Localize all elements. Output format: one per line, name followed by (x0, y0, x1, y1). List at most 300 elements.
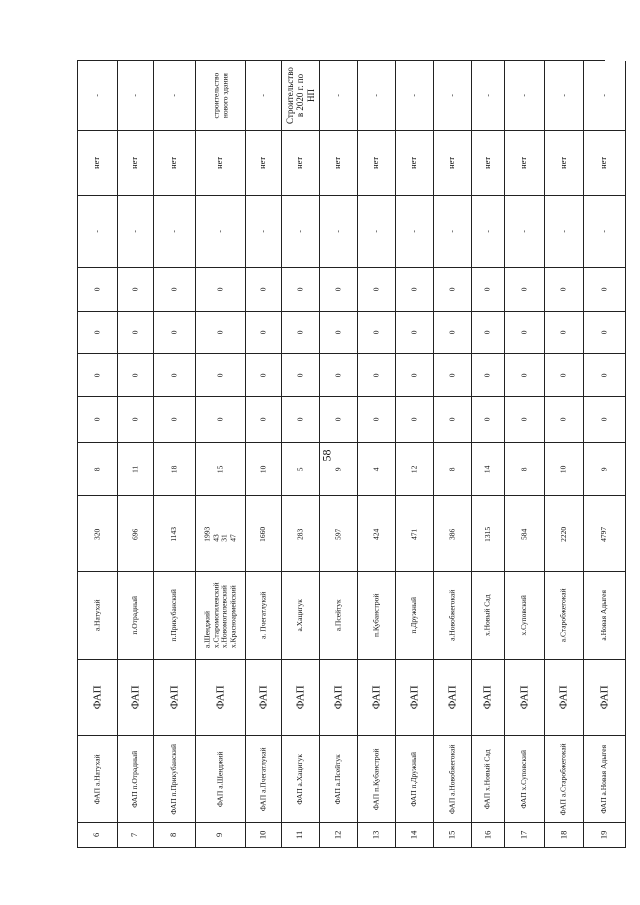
cell-facility-type (545, 660, 583, 736)
cell-line: - (92, 94, 102, 97)
cell-value-4 (282, 268, 319, 312)
cell-value-3 (196, 312, 245, 354)
cell-facility-type-text (598, 685, 611, 709)
cell-value-1 (282, 397, 319, 443)
cell-value: - (558, 230, 568, 233)
cell-line: 2220 (558, 526, 568, 542)
cell-value-2 (154, 354, 195, 398)
cell-value-1 (246, 397, 281, 443)
cell-value-2-text (296, 373, 305, 377)
cell-value-2 (358, 354, 395, 398)
cell-line: 1143 (169, 526, 179, 542)
cell-value: 0 (169, 330, 179, 335)
cell-note (472, 61, 504, 131)
cell-note-text (600, 94, 609, 97)
cell-dash-text (259, 230, 268, 233)
cell-value: ФАП (481, 685, 494, 710)
cell-value-3-text (131, 330, 140, 334)
cell-facility-name (396, 736, 433, 823)
cell-value: нет (598, 157, 609, 170)
cell-number-text (170, 833, 180, 837)
cell-value: 0 (371, 330, 381, 335)
cell-value: ФАП п.Дружный (409, 751, 419, 807)
cell-line: х.Красноармейский (228, 585, 238, 649)
cell-number-text (483, 831, 493, 840)
cell-value-1 (434, 397, 471, 443)
cell-value: ФАП а.Натухай (92, 754, 102, 804)
cell-settlements-text (203, 583, 238, 649)
cell-population (246, 496, 281, 572)
cell-value-2 (246, 354, 281, 398)
cell-number-text (259, 831, 269, 840)
cell-value-3 (282, 312, 319, 354)
page-number-text: 58 (319, 449, 334, 461)
cell-facility-type (246, 660, 281, 736)
cell-value-3 (358, 312, 395, 354)
cell-facility-type-text (257, 685, 270, 709)
cell-line: 584 (519, 528, 529, 540)
cell-value-4-text (410, 288, 419, 292)
cell-availability (282, 131, 319, 196)
cell-distance-text (93, 467, 102, 471)
cell-value: 0 (258, 417, 268, 422)
cell-value: ФАП х.Суповский (519, 749, 529, 809)
cell-value: ФАП (129, 685, 142, 710)
cell-population-text (560, 526, 569, 541)
cell-population (472, 496, 504, 572)
cell-distance (358, 443, 395, 496)
cell-value-2-text (600, 373, 609, 377)
cell-value: 0 (169, 417, 179, 422)
cell-distance-text (600, 467, 609, 471)
cell-value-3-text (296, 330, 305, 334)
cell-value-4 (505, 268, 544, 312)
cell-settlements (196, 572, 245, 659)
cell-note-text (410, 94, 419, 97)
cell-facility-name-text (448, 744, 457, 813)
cell-number (118, 823, 153, 848)
cell-value-2-text (93, 373, 102, 377)
cell-settlements (396, 572, 433, 659)
cell-number (282, 823, 319, 848)
cell-availability (320, 131, 357, 196)
cell-value: ФАП п.Отрадный (130, 750, 140, 808)
cell-value: 10 (257, 830, 268, 840)
cell-line: Строительство (284, 67, 295, 125)
cell-value-3 (396, 312, 433, 354)
cell-number-text (131, 833, 141, 837)
cell-note (545, 61, 583, 131)
cell-note-text (285, 67, 316, 124)
cell-facility-name-text (560, 743, 569, 815)
cell-value: 14 (408, 830, 419, 840)
cell-availability-text (296, 157, 306, 169)
cell-number (505, 823, 544, 848)
cell-line: а.Новобжегокай (447, 589, 457, 642)
cell-value-2-text (334, 373, 343, 377)
cell-value-3-text (216, 330, 225, 334)
cell-facility-name (584, 736, 625, 823)
cell-dash-text (216, 230, 225, 233)
cell-distance-text (410, 465, 419, 473)
cell-population-text (448, 528, 457, 539)
cell-value: 5 (295, 467, 305, 472)
cell-value-3 (584, 312, 625, 354)
cell-value: 8 (447, 467, 457, 472)
cell-value: 8 (92, 467, 102, 472)
cell-value: ФАП (408, 685, 421, 710)
cell-value: 0 (409, 417, 419, 422)
cell-facility-name (358, 736, 395, 823)
cell-line: а.Псейтук (333, 599, 343, 632)
cell-value: ФАП (598, 685, 611, 710)
cell-settlements (154, 572, 195, 659)
cell-line: 31 (219, 533, 229, 542)
cell-value-4 (118, 268, 153, 312)
cell-distance (196, 443, 245, 496)
cell-population-text (170, 526, 179, 541)
cell-value-4-text (560, 288, 569, 292)
cell-dash (196, 196, 245, 268)
cell-value-3 (78, 312, 117, 354)
cell-value: ФАП (257, 685, 270, 710)
cell-value-1-text (259, 418, 268, 422)
cell-population (320, 496, 357, 572)
cell-value: нет (558, 157, 569, 170)
cell-facility-name (78, 736, 117, 823)
cell-note-text (484, 94, 493, 97)
cell-facility-name-text (131, 751, 140, 808)
cell-dash-text (600, 230, 609, 233)
cell-distance-text (259, 465, 268, 473)
cell-value: 0 (333, 417, 343, 422)
cell-dash (545, 196, 583, 268)
cell-value: 0 (599, 417, 609, 422)
cell-line: а.Новая Адыгея (599, 590, 609, 641)
cell-value-3-text (259, 330, 268, 334)
cell-value-1-text (93, 418, 102, 422)
cell-settlements (282, 572, 319, 659)
cell-value: ФАП (518, 685, 531, 710)
cell-availability-text (410, 157, 420, 169)
cell-value: 0 (92, 330, 102, 335)
cell-value: ФАП а.Пчегатлукай (258, 747, 268, 811)
cell-dash (358, 196, 395, 268)
cell-value: 0 (519, 373, 529, 377)
cell-line: п.Отрадный (130, 596, 140, 635)
cell-line: а.Шенджий (202, 611, 212, 649)
cell-availability-text (170, 157, 180, 169)
cell-value: 0 (333, 373, 343, 377)
cell-number-text (296, 831, 306, 839)
cell-value-4 (434, 268, 471, 312)
cell-population-text (410, 528, 419, 539)
cell-availability-text (372, 157, 382, 169)
cell-distance-text (372, 467, 381, 471)
cell-value: 0 (215, 330, 225, 335)
table-row (78, 61, 118, 848)
cell-value-2 (545, 354, 583, 398)
cell-line: НП (305, 89, 316, 103)
cell-value: 0 (558, 287, 568, 292)
cell-population-text (93, 528, 102, 539)
cell-line: - (258, 94, 268, 97)
cell-number (246, 823, 281, 848)
cell-value-4 (196, 268, 245, 312)
cell-number-text (372, 831, 382, 840)
cell-population (396, 496, 433, 572)
cell-facility-type-text (294, 685, 307, 709)
cell-value: 18 (169, 465, 179, 473)
cell-line: - (599, 94, 609, 97)
cell-value: 12 (409, 465, 419, 473)
cell-value: 0 (92, 417, 102, 422)
cell-settlements (118, 572, 153, 659)
cell-settlements (78, 572, 117, 659)
cell-value-1-text (296, 418, 305, 422)
cell-population-text (296, 528, 305, 539)
table-row (472, 61, 505, 848)
cell-value: 17 (518, 830, 529, 840)
cell-value: нет (91, 157, 102, 170)
cell-availability (545, 131, 583, 196)
cell-facility-type-text (332, 685, 345, 709)
cell-value: 0 (482, 287, 492, 292)
cell-line: 597 (333, 528, 343, 540)
cell-value: 0 (482, 373, 492, 377)
cell-value: 0 (258, 373, 268, 377)
cell-facility-name (154, 736, 195, 823)
cell-settlements (545, 572, 583, 659)
cell-note (358, 61, 395, 131)
cell-distance-text (334, 467, 343, 471)
cell-value-2-text (484, 373, 493, 377)
cell-value: 0 (447, 330, 457, 335)
cell-value: 13 (370, 830, 381, 840)
cell-facility-name-text (296, 754, 305, 805)
cell-value: 0 (409, 287, 419, 292)
cell-facility-type-text (214, 685, 227, 709)
cell-facility-type (118, 660, 153, 736)
cell-facility-name-text (410, 752, 419, 807)
cell-facility-type-text (446, 685, 459, 709)
cell-note-text (93, 94, 102, 97)
cell-value-4 (396, 268, 433, 312)
cell-facility-name-text (484, 749, 493, 809)
cell-value: нет (408, 157, 419, 170)
cell-population (358, 496, 395, 572)
cell-value-2-text (410, 373, 419, 377)
cell-distance (320, 443, 357, 496)
cell-line: строительство (210, 72, 220, 119)
cell-value: 8 (519, 467, 529, 472)
cell-value: 9 (214, 832, 225, 838)
cell-value-2-text (216, 373, 225, 377)
cell-value-3 (154, 312, 195, 354)
cell-facility-type (584, 660, 625, 736)
cell-facility-name-text (600, 745, 609, 814)
cell-line: 43 (210, 533, 220, 542)
cell-value-1-text (131, 418, 140, 422)
cell-note (320, 61, 357, 131)
cell-value: 18 (558, 830, 569, 840)
cell-note-text (334, 94, 343, 97)
cell-line: 1660 (258, 526, 268, 542)
cell-value: 0 (519, 287, 529, 292)
cell-availability-text (600, 157, 610, 169)
cell-dash (282, 196, 319, 268)
cell-dash-text (372, 230, 381, 233)
cell-line: - (482, 94, 492, 97)
cell-note-text (372, 94, 381, 97)
cell-value-3-text (520, 330, 529, 334)
cell-value-4-text (296, 288, 305, 292)
cell-value: 0 (371, 417, 381, 422)
cell-value-1-text (484, 418, 493, 422)
cell-facility-type (505, 660, 544, 736)
cell-value: ФАП а.Шенджий (215, 751, 225, 807)
cell-settlements-text (410, 597, 419, 634)
cell-value: 0 (295, 417, 305, 422)
cell-availability-text (93, 157, 103, 169)
table-row (196, 61, 246, 848)
cell-value: нет (370, 157, 381, 170)
cell-dash (505, 196, 544, 268)
cell-value: 0 (215, 287, 225, 292)
cell-value-1 (196, 397, 245, 443)
cell-value: нет (518, 157, 529, 170)
cell-value-4 (358, 268, 395, 312)
cell-facility-name (282, 736, 319, 823)
cell-value-4 (78, 268, 117, 312)
cell-line: нового здания (219, 73, 229, 119)
cell-value-1 (78, 397, 117, 443)
cell-distance (282, 443, 319, 496)
cell-availability-text (559, 157, 569, 169)
cell-value: ФАП (332, 685, 345, 710)
cell-number-text (520, 831, 530, 840)
cell-facility-type (154, 660, 195, 736)
cell-dash-text (296, 230, 305, 233)
cell-value-3-text (600, 330, 609, 334)
cell-distance-text (520, 467, 529, 471)
cell-value: нет (446, 157, 457, 170)
cell-value-2 (118, 354, 153, 398)
cell-value-2 (472, 354, 504, 398)
cell-line: - (333, 94, 343, 97)
cell-number-text (410, 831, 420, 840)
cell-availability (358, 131, 395, 196)
cell-value-2-text (560, 373, 569, 377)
cell-value: 19 (598, 830, 609, 840)
cell-population-text (334, 528, 343, 539)
cell-facility-type-text (482, 685, 495, 709)
cell-value: - (482, 230, 492, 233)
cell-value: - (169, 230, 179, 233)
cell-value: 0 (558, 330, 568, 335)
cell-note-text (448, 94, 457, 97)
cell-value-2 (584, 354, 625, 398)
cell-availability (472, 131, 504, 196)
cell-value: 0 (519, 417, 529, 422)
cell-value-2 (434, 354, 471, 398)
cell-settlements (320, 572, 357, 659)
cell-value-1-text (600, 418, 609, 422)
cell-value: 0 (371, 373, 381, 377)
cell-distance-text (484, 465, 493, 473)
table-row (584, 61, 626, 848)
cell-note-text (170, 94, 179, 97)
cell-line: п.Прикубанский (169, 589, 179, 642)
cell-value: ФАП а.Старобжегокай (558, 743, 568, 816)
cell-distance-text (296, 467, 305, 471)
cell-value-1-text (560, 418, 569, 422)
cell-value: 12 (332, 830, 343, 840)
cell-value: 0 (169, 287, 179, 292)
cell-population (78, 496, 117, 572)
cell-note-text (520, 94, 529, 97)
cell-availability-text (520, 157, 530, 169)
cell-value: 0 (295, 373, 305, 377)
cell-value-4-text (216, 288, 225, 292)
cell-availability (118, 131, 153, 196)
cell-facility-type (282, 660, 319, 736)
cell-value: 11 (130, 465, 140, 473)
cell-value-1 (505, 397, 544, 443)
cell-facility-name-text (372, 748, 381, 810)
table-row (545, 61, 584, 848)
cell-value: 0 (295, 330, 305, 335)
cell-line: 696 (130, 528, 140, 540)
cell-facility-type (396, 660, 433, 736)
cell-note-text (212, 73, 229, 119)
cell-value-1-text (520, 418, 529, 422)
cell-value: 4 (371, 467, 381, 472)
cell-value: ФАП (214, 685, 227, 710)
cell-population (584, 496, 625, 572)
cell-value-1 (320, 397, 357, 443)
cell-facility-type-text (168, 685, 181, 709)
cell-value-4-text (131, 288, 140, 292)
cell-value: 0 (409, 330, 419, 335)
cell-value: нет (257, 157, 268, 170)
cell-value: 0 (599, 330, 609, 335)
cell-note (396, 61, 433, 131)
cell-value-1-text (216, 418, 225, 422)
cell-settlements-text (372, 594, 381, 637)
cell-value: 8 (168, 832, 179, 838)
cell-distance-text (560, 465, 569, 473)
cell-line: 320 (92, 528, 102, 540)
cell-settlements-text (520, 595, 529, 635)
cell-dash (154, 196, 195, 268)
cell-value-4-text (334, 288, 343, 292)
cell-value-4-text (259, 288, 268, 292)
cell-population-text (484, 526, 493, 541)
cell-note (505, 61, 544, 131)
cell-value: 0 (599, 373, 609, 377)
cell-value: 9 (333, 467, 343, 472)
cell-number-text (559, 831, 569, 840)
cell-line: 1993 (202, 526, 212, 542)
cell-value-4 (320, 268, 357, 312)
cell-line: - (169, 94, 179, 97)
cell-dash-text (410, 230, 419, 233)
cell-distance (434, 443, 471, 496)
cell-facility-name-text (93, 754, 102, 804)
cell-note (154, 61, 195, 131)
cell-facility-name (196, 736, 245, 823)
